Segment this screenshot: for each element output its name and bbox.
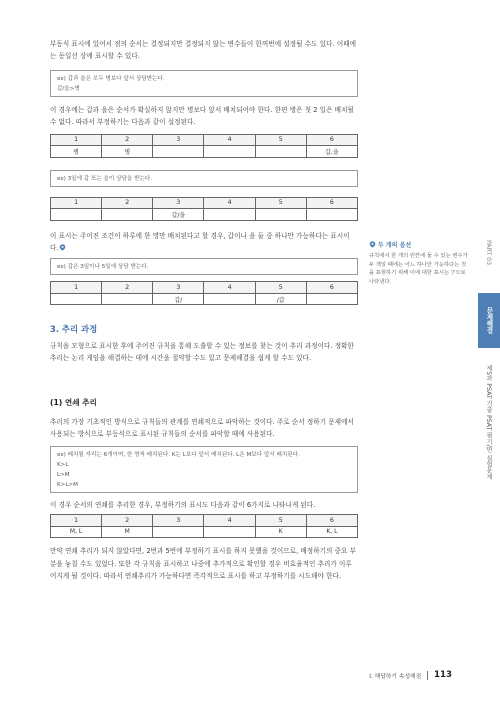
section-3-body — [50, 340, 358, 365]
table-cell — [102, 209, 153, 221]
table-cell — [204, 209, 255, 221]
example-line: L>M — [57, 471, 70, 478]
sub-section-1-body — [50, 416, 358, 582]
example-box-3 — [50, 258, 358, 275]
table-cell: 병 — [51, 146, 102, 158]
location-pin-icon — [369, 241, 376, 248]
table-cell: 6 — [306, 134, 357, 146]
schedule-table-1 — [50, 134, 358, 158]
side-note — [369, 240, 469, 286]
table-cell: 3 — [153, 282, 204, 294]
table-header-row — [51, 197, 358, 209]
table-cell: 3 — [153, 134, 204, 146]
table-cell: 3 — [153, 515, 204, 527]
table-cell: 갑/을 — [153, 209, 204, 221]
table-cell: 4 — [204, 134, 255, 146]
example-line: ex) 갑과 을은 모두 병보다 앞서 상담받는다. — [57, 75, 165, 82]
example-line: ex) 3일에 갑 또는 을이 상담을 받는다. — [57, 175, 153, 182]
table-cell — [204, 526, 255, 538]
table-cell — [204, 146, 255, 158]
paragraph-3 — [50, 230, 358, 255]
footer-chapter-label: Ⅰ. 해답하기 속성해점 — [369, 673, 422, 680]
table-header-row — [51, 282, 358, 294]
tab-problem-solving[interactable]: 문제해결 — [478, 293, 500, 348]
table-cell: 2 — [102, 134, 153, 146]
example-box-4 — [50, 446, 358, 493]
intro-paragraph: 부동식 표시에 있어서 점의 순서는 결정되지만 결정되지 않는 변수들이 한꺼번에 설정될 수도 있다. 이때에는 동일선 상에 표시할 수 있다. — [50, 40, 357, 61]
table-cell: 2 — [102, 515, 153, 527]
table-cell: 4 — [204, 197, 255, 209]
section-3-title: 3. 추리 과정 — [50, 324, 98, 334]
table-cell: 3 — [153, 197, 204, 209]
table-cell — [255, 146, 306, 158]
schedule-table-3 — [50, 281, 358, 305]
table-cell: K — [255, 526, 306, 538]
table-cell: 병 — [102, 146, 153, 158]
table-cell: /갑 — [255, 293, 306, 305]
example-line: ex) 배치될 자리는 6개이며, 한 명씩 배치된다. K는 L보다 앞서 배치된다. L은 M보다 앞서 배치된다. — [57, 451, 300, 458]
table-header-row — [51, 515, 358, 527]
table-cell — [255, 209, 306, 221]
location-pin-icon — [59, 244, 66, 251]
table-row — [51, 209, 358, 221]
footer-divider — [427, 671, 428, 680]
table-row — [51, 146, 358, 158]
table-cell — [51, 209, 102, 221]
paragraph-2: 이 경우에는 갑과 을은 순서가 확실하지 않지만 병보다 앞서 배치되어야 한다. 한편 병은 첫 2 일은 배치될 수 없다. 따라서 부정하기는 다음과 같이 설정된다. — [50, 105, 354, 127]
table-cell: 1 — [51, 282, 102, 294]
table-cell: 6 — [306, 197, 357, 209]
table-cell — [102, 293, 153, 305]
table-cell: 갑,을 — [306, 146, 357, 158]
table-cell: 6 — [306, 515, 357, 527]
table-cell: M, L — [51, 526, 102, 538]
table-cell: 1 — [51, 515, 102, 527]
side-note-title-text: 두 개의 음선 — [378, 242, 412, 249]
table-cell — [306, 293, 357, 305]
table-cell: M — [102, 526, 153, 538]
schedule-table-4 — [50, 514, 358, 538]
paragraph-3-text: 이 표시는 주어진 조건이 하루에 한 명만 배치된다고 할 경우, 갑이나 을 둘 중 하나만 가능하다는 표시이다. — [50, 231, 350, 253]
chapter-tab[interactable]: 제5과 PSAT 기출 PSAT 필기/면 실험문제 — [485, 365, 492, 480]
table-header-row — [51, 134, 358, 146]
table-row — [51, 293, 358, 305]
paragraph-5: 이 경우 순서의 연쇄를 추리한 경우, 부정하기의 표시도 다음과 같이 6가지로 나타나게 된다. — [50, 500, 316, 509]
example-line: K>L>M — [57, 481, 78, 488]
table-cell: 1 — [51, 197, 102, 209]
table-cell: 4 — [204, 515, 255, 527]
table-cell — [51, 293, 102, 305]
example-line: 갑/을>병 — [57, 85, 80, 92]
table-cell: 5 — [255, 134, 306, 146]
example-line: K>L — [57, 461, 69, 468]
section-3-paragraph: 규칙을 모형으로 표시한 후에 주어진 규칙을 통해 도출할 수 있는 정보를 찾는 것이 추리 과정이다. 정확한 추리는 논리 게임을 해결하는 데에 시간을 절약할 수도 있고 문제해결을 쉽게 할 수도 있다. — [50, 342, 354, 363]
page-number: 113 — [434, 670, 452, 680]
table-cell: 갑/ — [153, 293, 204, 305]
table-cell: 2 — [102, 282, 153, 294]
example-line: ex) 갑은 3일이나 5일에 상담 받는다. — [57, 264, 149, 271]
table-cell: 5 — [255, 197, 306, 209]
table-cell — [153, 146, 204, 158]
table-cell: 4 — [204, 282, 255, 294]
paragraph-6: 만약 연쇄 추리가 되지 않았다면, 2번과 5번에 부정하기 표시를 하지 못했을 것이므로, 배정하기의 중요 부분을 놓칠 수도 있었다. 또한 각 규칙을 표시하고 나중에 추가적으로 확인할 경우 비효율적인 추리가 이루어지게 될 것이다. 따라서 연쇄추리가 가능하다면 즉각적으로 표시를 하고 부정하기를 시도해야 한다. — [50, 547, 357, 581]
page-footer — [369, 670, 452, 680]
table-cell: 5 — [255, 282, 306, 294]
sub-section-1-paragraph: 추리의 가장 기초적인 방식으로 규칙들의 관계를 연쇄적으로 파악하는 것이다. 주로 순서 정하기 문제에서 사용되는 방식으로 부등식으로 표시된 규칙들의 순서를 파악할 때에 사용된다. — [50, 418, 354, 439]
side-note-text: 규칙에서 한 개의 빈칸에 둘 수 있는 변수가 두 개일 때에는 어느 하나만 가능하다는 것을 표현하기 위해 이에 대한 표시는 '/'으로 나타낸다. — [369, 253, 468, 285]
table-row — [51, 526, 358, 538]
table-cell — [153, 526, 204, 538]
table-cell: 5 — [255, 515, 306, 527]
table-cell: 2 — [102, 197, 153, 209]
table-cell: K, L — [306, 526, 357, 538]
schedule-table-2 — [50, 197, 358, 221]
example-box-2 — [50, 170, 358, 187]
side-note-title — [369, 240, 469, 249]
table-cell: 1 — [51, 134, 102, 146]
table-cell — [204, 293, 255, 305]
part-tab[interactable]: PART 03 — [485, 240, 492, 266]
table-cell: 6 — [306, 282, 357, 294]
sub-section-1-title: (1) 연쇄 추리 — [50, 398, 97, 407]
example-box-1 — [50, 70, 358, 97]
table-cell — [306, 209, 357, 221]
main-content — [50, 38, 358, 305]
